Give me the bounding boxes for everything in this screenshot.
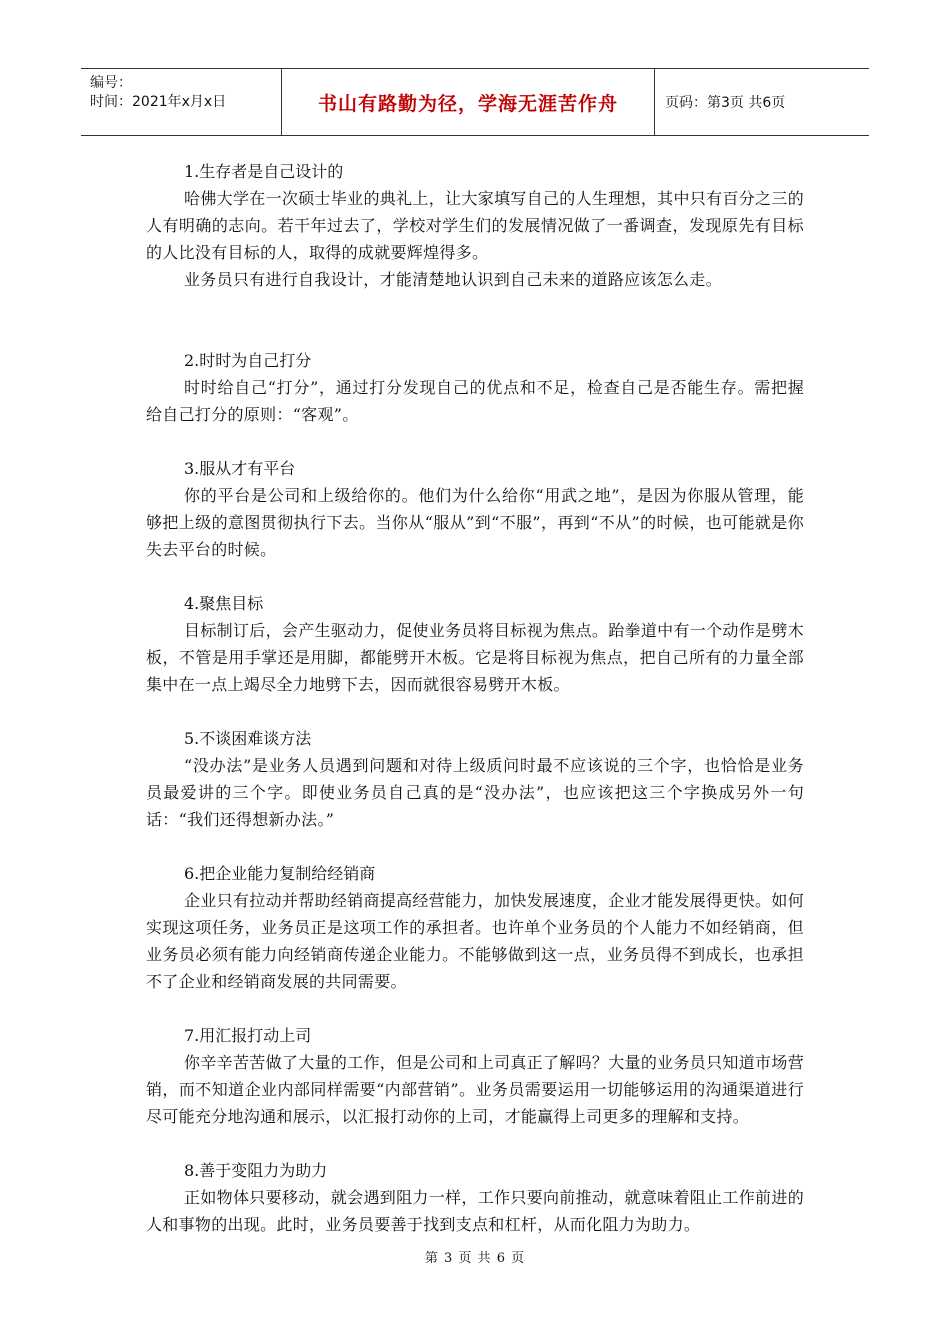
document-body: [146, 158, 804, 1238]
section-title: 7.用汇报打动上司: [184, 1026, 312, 1045]
paragraph: 正如物体只要移动，就会遇到阻力一样，工作只要向前推动，就意味着阻止工作前进的人和事物的出现。此时，业务员要善于找到支点和杠杆，从而化阻力为助力。: [146, 1188, 804, 1234]
paragraph: 目标制订后，会产生驱动力，促使业务员将目标视为焦点。跆拳道中有一个动作是劈木板，不管是用手掌还是用脚，都能劈开木板。它是将目标视为焦点，把自己所有的力量全部集中在一点上竭尽全力地劈下去，因而就很容易劈开木板。: [146, 621, 804, 694]
section-title: 8.善于变阻力为助力: [184, 1161, 328, 1180]
paragraph: 业务员只有进行自我设计，才能清楚地认识到自己未来的道路应该怎么走。: [184, 270, 722, 289]
section-6: [146, 860, 804, 995]
paragraph: 你的平台是公司和上级给你的。他们为什么给你“用武之地”，是因为你服从管理，能够把上级的意图贯彻执行下去。当你从“服从”到“不服”，再到“不从”的时候，也可能就是你失去平台的时候。: [146, 486, 804, 559]
section-5: [146, 725, 804, 833]
section-8: [146, 1157, 804, 1238]
page-footer: 第 3 页 共 6 页: [424, 1251, 526, 1266]
paragraph: 哈佛大学在一次硕士毕业的典礼上，让大家填写自己的人生理想，其中只有百分之三的人有明确的志向。若干年过去了，学校对学生们的发展情况做了一番调查，发现原先有目标的人比没有目标的人，取得的成就要辉煌得多。: [146, 189, 804, 262]
paragraph: “没办法”是业务人员遇到问题和对待上级质问时最不应该说的三个字，也恰恰是业务员最爱讲的三个字。即使业务员自己真的是“没办法”，也应该把这三个字换成另外一句话：“我们还得想新办法。”: [146, 756, 804, 829]
section-1: [146, 158, 804, 293]
section-2: [146, 347, 804, 428]
paragraph: 时时给自己“打分”，通过打分发现自己的优点和不足，检查自己是否能生存。需把握给自己打分的原则：“客观”。: [146, 378, 804, 424]
section-title: 1.生存者是自己设计的: [184, 162, 344, 181]
motto: 书山有路勤为径，学海无涯苦作舟: [282, 69, 655, 135]
section-4: [146, 590, 804, 698]
paragraph: 企业只有拉动并帮助经销商提高经营能力，加快发展速度，企业才能发展得更快。如何实现这项任务，业务员正是这项工作的承担者。也许单个业务员的个人能力不如经销商，但业务员必须有能力向经销商传递企业能力。不能够做到这一点，业务员得不到成长，也承担不了企业和经销商发展的共同需要。: [146, 891, 804, 991]
page-header: [81, 68, 869, 136]
section-7: [146, 1022, 804, 1130]
paragraph: 你辛辛苦苦做了大量的工作，但是公司和上司真正了解吗？大量的业务员只知道市场营销，而不知道企业内部同样需要“内部营销”。业务员需要运用一切能够运用的沟通渠道进行尽可能充分地沟通和展示，以汇报打动你的上司，才能赢得上司更多的理解和支持。: [146, 1053, 804, 1126]
section-title: 3.服从才有平台: [184, 459, 296, 478]
number-label: 编号：: [90, 75, 132, 91]
section-3: [146, 455, 804, 563]
time-label: 时间：2021年x月x日: [90, 94, 227, 110]
header-meta: [81, 69, 282, 135]
section-title: 5.不谈困难谈方法: [184, 729, 312, 748]
section-title: 4.聚焦目标: [184, 594, 264, 613]
section-title: 2.时时为自己打分: [184, 351, 312, 370]
page-label: 页码：第3页 共6页: [665, 95, 786, 111]
section-title: 6.把企业能力复制给经销商: [184, 864, 376, 883]
